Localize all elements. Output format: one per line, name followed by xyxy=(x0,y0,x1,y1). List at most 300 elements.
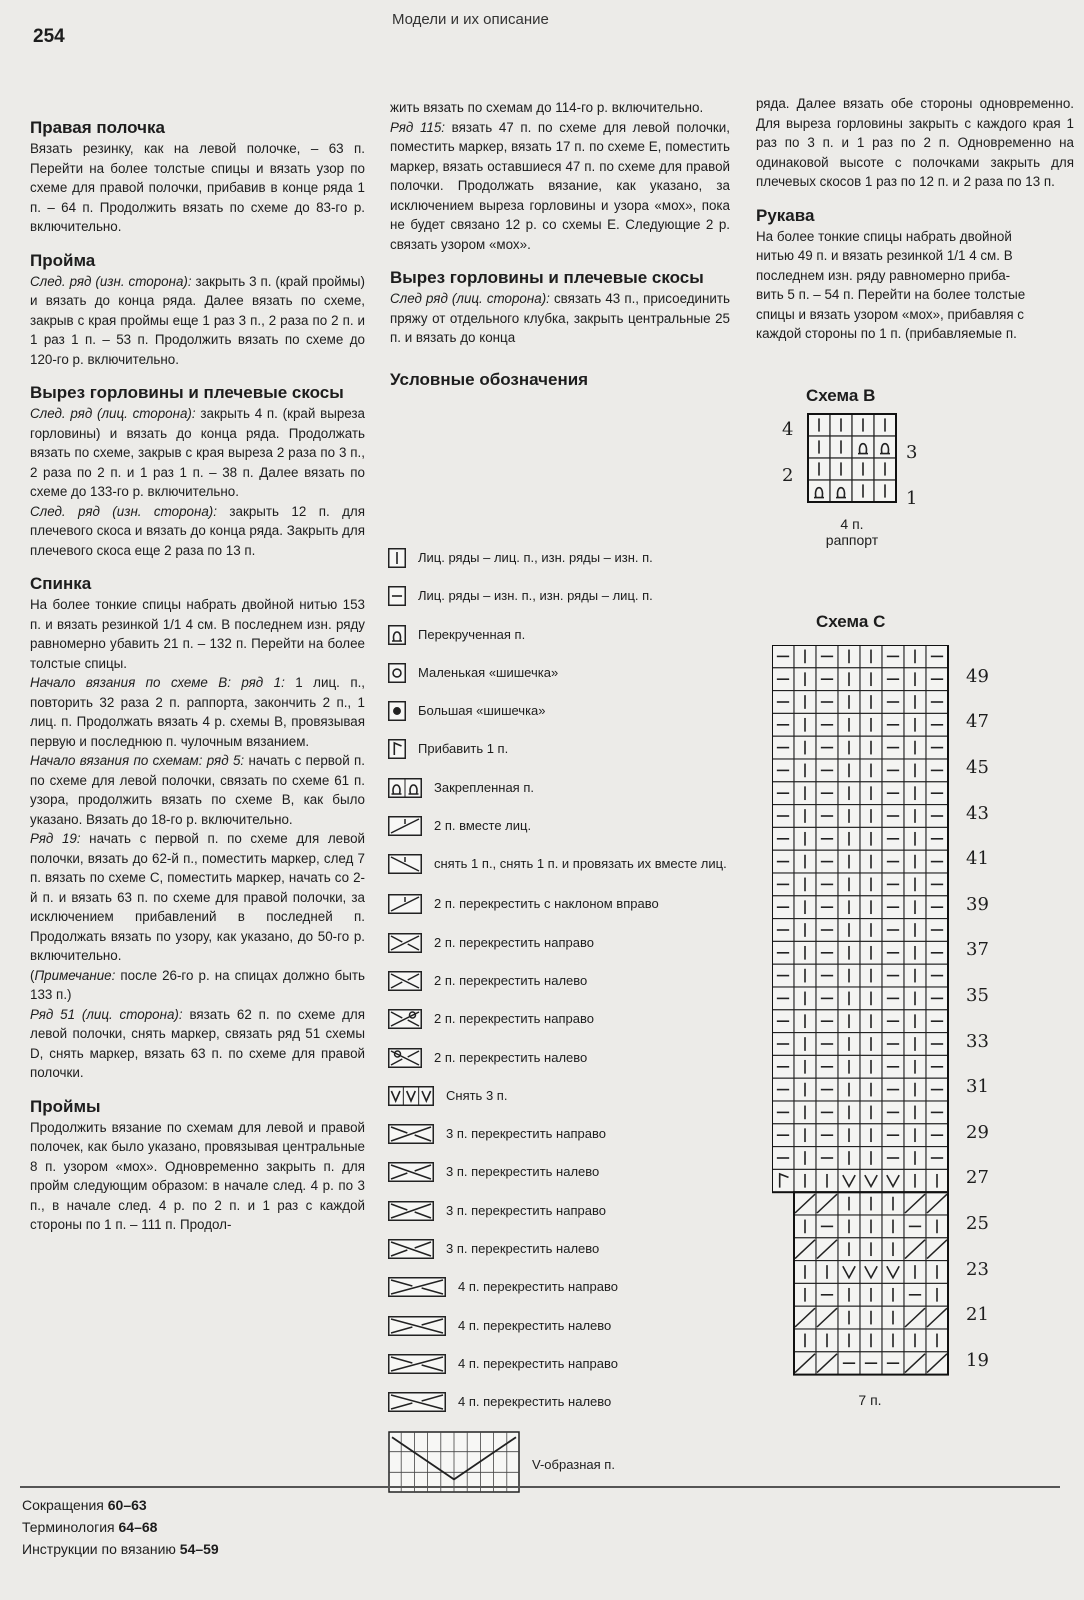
scheme-b-cell xyxy=(808,436,830,458)
scheme-c-cell xyxy=(882,782,904,805)
scheme-c-cell xyxy=(816,1169,838,1192)
scheme-c-cell xyxy=(794,1352,816,1375)
scheme-c-cell xyxy=(904,919,926,942)
scheme-c-cell xyxy=(860,827,882,850)
scheme-c-cell xyxy=(926,691,948,714)
scheme-c-cell xyxy=(926,1101,948,1124)
legend-item xyxy=(388,1201,748,1239)
scheme-c-cell xyxy=(882,1215,904,1238)
scheme-c-cell xyxy=(838,1033,860,1056)
scheme-b-cell xyxy=(874,414,896,436)
running-head: Модели и их описание xyxy=(392,11,549,28)
scheme-c-cell xyxy=(794,713,816,736)
scheme-c-cell xyxy=(926,873,948,896)
scheme-c-cell xyxy=(794,1306,816,1329)
footer-pages: 60–63 xyxy=(107,1497,147,1513)
sleeves-line: последнем изн. ряду равномерно приба- xyxy=(756,267,1011,283)
scheme-c-cell xyxy=(772,827,794,850)
note-text: после 26-го р. на спицах должно быть 133 п.) xyxy=(30,967,365,1002)
scheme-c-cell xyxy=(926,645,948,668)
scheme-c-cell xyxy=(816,1329,838,1352)
scheme-b-chart xyxy=(806,412,898,504)
scheme-c-cell xyxy=(882,941,904,964)
scheme-c-cell xyxy=(882,873,904,896)
legend-label: Снять 3 п. xyxy=(446,1087,508,1103)
scheme-c-cell xyxy=(794,873,816,896)
scheme-b-cell xyxy=(808,480,830,502)
row-label: След ряд (лиц. сторона): xyxy=(390,291,550,306)
scheme-c-cell xyxy=(926,782,948,805)
scheme-c-cell xyxy=(904,1261,926,1284)
small-bobble-icon xyxy=(388,663,406,683)
scheme-c-cell xyxy=(816,941,838,964)
row-label: След. ряд (изн. сторона): xyxy=(30,273,192,289)
scheme-c-cell xyxy=(904,782,926,805)
scheme-c-cell xyxy=(926,1352,948,1375)
legend-label: 4 п. перекрестить налево xyxy=(458,1394,612,1410)
symbol-legend xyxy=(388,548,748,1472)
legend-item xyxy=(388,739,748,777)
scheme-c-cell xyxy=(794,1261,816,1284)
scheme-c-cell xyxy=(904,1169,926,1192)
scheme-c-cell xyxy=(860,1101,882,1124)
back-instructions-3: начать с первой п. по схеме для левой полочки, связать по схеме 61 п. узора, продолжить вязать по схеме B, как было указано. Вязать до 18-го р. включительно. xyxy=(30,753,365,827)
scheme-c-cell xyxy=(794,1283,816,1306)
scheme-b-cell xyxy=(874,458,896,480)
scheme-c-cell xyxy=(838,736,860,759)
scheme-c-cell xyxy=(838,850,860,873)
scheme-c-cell xyxy=(816,1124,838,1147)
scheme-c-cell xyxy=(772,919,794,942)
scheme-c-cell xyxy=(838,941,860,964)
scheme-c-cell xyxy=(860,691,882,714)
footer-pages: 64–68 xyxy=(118,1519,158,1535)
scheme-c-cell xyxy=(904,987,926,1010)
legend-label: 2 п. перекрестить направо xyxy=(434,1011,594,1027)
legend-label: Лиц. ряды – изн. п., изн. ряды – лиц. п. xyxy=(418,588,653,604)
sleeves-line: спицы и вязать узором «мох», прибавляя с xyxy=(756,306,1024,322)
back-neck-heading: Вырез горловины и плечевые скосы xyxy=(390,268,704,287)
legend-item xyxy=(388,894,748,932)
sleeves-line: На более тонкие спицы набрать двойной xyxy=(756,228,1012,244)
legend-item xyxy=(388,1316,748,1354)
scheme-c-cell xyxy=(838,1192,860,1215)
scheme-c-cell xyxy=(860,1147,882,1170)
scheme-c-cell xyxy=(926,1124,948,1147)
scheme-c-row-number: 23 xyxy=(966,1258,989,1280)
scheme-c-cell xyxy=(772,1055,794,1078)
row-label: След. ряд (изн. сторона): xyxy=(30,503,217,519)
scheme-c-cell xyxy=(794,1010,816,1033)
back-instructions-5: вязать 62 п. по схеме для левой полочки, снять маркер, связать ряд 51 схемы D, снять маркер, вязать 63 п. по схеме для правой полочки. xyxy=(30,1006,365,1080)
scheme-c-cell xyxy=(926,1033,948,1056)
scheme-c-cell xyxy=(904,1352,926,1375)
neck-shoulder-heading: Вырез горловины и плечевые скосы xyxy=(30,383,344,402)
scheme-c-cell xyxy=(794,941,816,964)
scheme-c-cell xyxy=(926,941,948,964)
back-note xyxy=(30,966,365,1005)
scheme-c-cell xyxy=(838,782,860,805)
legend-item xyxy=(388,1048,748,1086)
row115-text xyxy=(390,118,730,255)
increase-icon xyxy=(388,739,406,759)
scheme-c-cell xyxy=(882,1238,904,1261)
scheme-c-cell xyxy=(860,941,882,964)
scheme-c-cell xyxy=(794,782,816,805)
scheme-c-cell xyxy=(860,645,882,668)
scheme-c-cell xyxy=(838,1329,860,1352)
legend-item xyxy=(388,1354,748,1392)
scheme-c-cell xyxy=(860,668,882,691)
armholes-text: Продолжить вязание по схемам для левой и правой полочек, как было указано, провязывая центральные 8 п. узором «мох». Одновременно закрыть п. для пройм следующим образом: в начале след. 4 р. по 3 п., в начале след. 4 р. по 2 п. и 1 раз с каждой стороны по 1 п. – 111 п. Продол- xyxy=(30,1119,365,1232)
back-text-2 xyxy=(30,673,365,751)
scheme-c-cell xyxy=(860,1192,882,1215)
legend-label: 4 п. перекрестить направо xyxy=(458,1355,618,1371)
legend-item xyxy=(388,1392,748,1430)
scheme-c-row-number: 29 xyxy=(966,1121,989,1143)
scheme-c-cell xyxy=(794,1055,816,1078)
scheme-c-cell xyxy=(904,1078,926,1101)
scheme-c-cell xyxy=(882,1055,904,1078)
scheme-c-cell xyxy=(860,1306,882,1329)
scheme-c-cell xyxy=(816,1010,838,1033)
cross-3-left-alt-icon xyxy=(388,1239,434,1259)
scheme-c-cell xyxy=(926,1261,948,1284)
legend-item xyxy=(388,1009,748,1047)
legend-label: 2 п. перекрестить с наклоном вправо xyxy=(434,896,659,912)
scheme-c-cell xyxy=(838,1352,860,1375)
scheme-c-cell xyxy=(860,964,882,987)
scheme-c-cell xyxy=(860,987,882,1010)
knit-stitch-icon xyxy=(388,548,406,568)
scheme-b-cell xyxy=(830,414,852,436)
scheme-c-cell xyxy=(838,1215,860,1238)
continued-text: жить вязать по схемам до 114-го р. включительно. xyxy=(390,100,704,115)
scheme-c-row-number: 21 xyxy=(966,1304,989,1326)
scheme-c-cell xyxy=(772,987,794,1010)
scheme-c-cell xyxy=(882,759,904,782)
cross-2-right-twisted-icon xyxy=(388,1009,422,1029)
scheme-c-cell xyxy=(816,1261,838,1284)
scheme-b-cell xyxy=(874,480,896,502)
scheme-c-cell xyxy=(860,1055,882,1078)
footer-rule xyxy=(20,1486,1060,1488)
scheme-c-cell xyxy=(816,1283,838,1306)
scheme-c-cell xyxy=(860,759,882,782)
scheme-c-cell xyxy=(926,964,948,987)
scheme-c-cell xyxy=(882,827,904,850)
scheme-b-stitch-count: 4 п. xyxy=(840,516,864,532)
scheme-c-cell xyxy=(926,896,948,919)
sleeves-line: нитью 49 п. и вязать резинкой 1/1 4 см. В xyxy=(756,248,1013,263)
sleeves-text xyxy=(756,227,1078,344)
scheme-c-cell xyxy=(794,691,816,714)
scheme-c-cell xyxy=(794,668,816,691)
legend-label: 2 п. перекрестить налево xyxy=(434,972,588,988)
scheme-c-cell xyxy=(838,873,860,896)
scheme-c-cell xyxy=(838,668,860,691)
scheme-c-cell xyxy=(816,1147,838,1170)
legend-label: 3 п. перекрестить направо xyxy=(446,1126,606,1142)
scheme-b-cell xyxy=(852,480,874,502)
legend-label: 3 п. перекрестить налево xyxy=(446,1164,600,1180)
scheme-b-cell xyxy=(830,436,852,458)
scheme-c-cell xyxy=(816,919,838,942)
scheme-c-cell xyxy=(794,759,816,782)
scheme-c-cell xyxy=(838,759,860,782)
scheme-c-cell xyxy=(838,1306,860,1329)
scheme-c-cell xyxy=(816,713,838,736)
purl-stitch-icon xyxy=(388,586,406,606)
scheme-c-cell xyxy=(926,827,948,850)
scheme-c-chart xyxy=(772,645,960,1385)
scheme-c-cell xyxy=(904,1010,926,1033)
cross-4-right-icon xyxy=(388,1277,446,1297)
scheme-c-cell xyxy=(816,1055,838,1078)
scheme-c-cell xyxy=(904,805,926,828)
neck-instructions-2: закрыть 12 п. для плечевого скоса и вязать до конца ряда. Закрыть для плечевого скоса еще 2 раза по 13 п. xyxy=(30,503,365,558)
legend-label: Перекрученная п. xyxy=(418,626,526,642)
ssk-icon xyxy=(388,854,422,874)
scheme-c-cell xyxy=(926,919,948,942)
slip-3-icon xyxy=(388,1086,434,1106)
scheme-c-cell xyxy=(926,1306,948,1329)
scheme-c-cell xyxy=(882,1147,904,1170)
legend-item xyxy=(388,778,748,816)
scheme-c-cell xyxy=(904,1329,926,1352)
scheme-c-cell xyxy=(926,805,948,828)
scheme-c-cell xyxy=(838,919,860,942)
scheme-c-cell xyxy=(882,645,904,668)
legend-label: 2 п. перекрестить налево xyxy=(434,1049,588,1065)
legend-label: 2 п. вместе лиц. xyxy=(434,818,532,834)
legend-label: V-образная п. xyxy=(532,1456,615,1472)
right-front-heading: Правая полочка xyxy=(30,118,165,137)
legend-item xyxy=(388,1277,748,1315)
column-middle xyxy=(390,98,730,413)
scheme-c-cell xyxy=(816,964,838,987)
scheme-c-cell xyxy=(838,1283,860,1306)
scheme-c-cell xyxy=(794,645,816,668)
scheme-c-cell xyxy=(882,1010,904,1033)
scheme-c-cell xyxy=(772,645,794,668)
scheme-c-cell xyxy=(860,805,882,828)
scheme-c-cell xyxy=(882,805,904,828)
scheme-c-cell xyxy=(816,1101,838,1124)
scheme-c-cell xyxy=(838,691,860,714)
scheme-c-row-number: 47 xyxy=(966,711,989,733)
scheme-c-cell xyxy=(926,987,948,1010)
scheme-c-cell xyxy=(860,1329,882,1352)
scheme-c-cell xyxy=(772,1033,794,1056)
scheme-b-caption xyxy=(806,516,898,548)
scheme-c-cell xyxy=(882,1101,904,1124)
scheme-c-cell xyxy=(882,736,904,759)
scheme-c-cell xyxy=(794,1169,816,1192)
scheme-b-cell xyxy=(808,414,830,436)
scheme-c-cell xyxy=(926,1215,948,1238)
scheme-c-caption: 7 п. xyxy=(858,1392,882,1408)
scheme-c-cell xyxy=(904,759,926,782)
armholes-heading: Проймы xyxy=(30,1096,101,1116)
scheme-c-cell xyxy=(904,1192,926,1215)
scheme-c-cell xyxy=(816,1215,838,1238)
scheme-c-cell xyxy=(882,1033,904,1056)
legend-item xyxy=(388,1162,748,1200)
scheme-b-cell xyxy=(830,458,852,480)
scheme-c-cell xyxy=(882,1329,904,1352)
scheme-c-cell xyxy=(882,987,904,1010)
scheme-c-cell xyxy=(772,782,794,805)
legend-label: 3 п. перекрестить налево xyxy=(446,1241,600,1257)
scheme-b-cell xyxy=(874,436,896,458)
scheme-c-cell xyxy=(904,645,926,668)
scheme-c-cell xyxy=(794,1124,816,1147)
scheme-c-row-number: 31 xyxy=(966,1076,989,1098)
legend-item xyxy=(388,933,748,971)
scheme-c-cell xyxy=(904,668,926,691)
scheme-c-cell xyxy=(904,691,926,714)
scheme-c-cell xyxy=(860,1261,882,1284)
k2tog-icon xyxy=(388,816,422,836)
scheme-b-row-2: 2 xyxy=(782,465,794,486)
legend-item xyxy=(388,1124,748,1162)
footer-pages: 54–59 xyxy=(179,1541,219,1557)
scheme-c-cell xyxy=(838,896,860,919)
scheme-c-cell xyxy=(882,919,904,942)
cross-4-right-alt-icon xyxy=(388,1354,446,1374)
scheme-c-cell xyxy=(860,1169,882,1192)
scheme-c-cell xyxy=(794,805,816,828)
scheme-c-cell xyxy=(772,1101,794,1124)
large-bobble-icon xyxy=(388,701,406,721)
scheme-c-cell xyxy=(904,896,926,919)
column-left xyxy=(30,118,365,1235)
legend-item xyxy=(388,1239,748,1277)
scheme-c-cell xyxy=(860,919,882,942)
scheme-c-cell xyxy=(772,896,794,919)
armhole-instructions: закрыть 3 п. (край проймы) и вязать до конца ряда. Далее вязать по схеме, закрыв с края проймы еще 1 раз 3 п., 2 раза по 2 п. и 1 раз 1 п. – 53 п. Продолжить вязать по схеме до 120-го р. включительно. xyxy=(30,273,365,367)
scheme-c-cell xyxy=(794,1192,816,1215)
scheme-b-row-4: 4 xyxy=(782,419,794,440)
scheme-c-cell xyxy=(904,827,926,850)
scheme-c-cell xyxy=(860,1033,882,1056)
scheme-c-cell xyxy=(860,782,882,805)
scheme-c-cell xyxy=(838,827,860,850)
scheme-c-cell xyxy=(926,1283,948,1306)
legend-item xyxy=(388,1086,748,1124)
sleeves-line: вить 5 п. – 54 п. Перейти на более толстые xyxy=(756,287,1026,302)
scheme-c-cell xyxy=(926,1078,948,1101)
back-continued-text: ряда. Далее вязать обе стороны одновременно. Для выреза горловины закрыть с каждого края 1 раз по 3 п. и 1 раз по 2 п. Одновременно на одинаковой высоте с полочками закрыть для плечевых скосов 1 раз по 12 п. и 2 раза по 13 п. xyxy=(756,96,1074,189)
scheme-c-cell xyxy=(926,736,948,759)
scheme-c-cell xyxy=(860,1078,882,1101)
scheme-c-row-number: 45 xyxy=(966,757,989,778)
back-neck-text xyxy=(390,289,730,348)
scheme-c-cell xyxy=(816,1033,838,1056)
back-instructions-2: 1 лиц. п., повторить 32 раза 2 п. раппорта, закончить 2 п., 1 лиц. п. Продолжать вязать 4 р. схемы B, провязывая первую и последнюю п. чулочным вязанием. xyxy=(30,675,366,749)
scheme-b-cell xyxy=(852,436,874,458)
legend-heading: Условные обозначения xyxy=(390,369,589,389)
footer-instructions xyxy=(22,1538,219,1560)
scheme-c-cell xyxy=(904,713,926,736)
scheme-c-cell xyxy=(816,827,838,850)
back-text-1: На более тонкие спицы набрать двойной нитью 153 п. и вязать резинкой 1/1 4 см. В последнем изн. ряду равномерно убавить 21 п. – 132 п. Перейти на более толстые спицы. xyxy=(30,597,365,671)
back-text-5 xyxy=(30,1005,365,1083)
scheme-c-cell xyxy=(794,1147,816,1170)
scheme-c-cell xyxy=(904,1215,926,1238)
scheme-c-cell xyxy=(772,1147,794,1170)
scheme-c-row-number: 43 xyxy=(966,802,989,824)
scheme-c-cell xyxy=(772,1078,794,1101)
scheme-c-cell xyxy=(838,964,860,987)
scheme-b-cell xyxy=(808,458,830,480)
sleeves-line: каждой стороны по 1 п. (прибавляемые п. xyxy=(756,326,1017,341)
cross-4-left-icon xyxy=(388,1316,446,1336)
scheme-c-row-number: 49 xyxy=(966,665,989,687)
armhole-heading: Пройма xyxy=(30,250,96,270)
scheme-c-cell xyxy=(816,896,838,919)
scheme-c-cell xyxy=(838,805,860,828)
scheme-c-cell xyxy=(816,668,838,691)
anchored-stitch-icon xyxy=(388,778,422,798)
scheme-c-cell xyxy=(926,668,948,691)
scheme-c-cell xyxy=(772,941,794,964)
legend-item xyxy=(388,701,748,739)
legend-item xyxy=(388,971,748,1009)
scheme-b-cell xyxy=(852,458,874,480)
row-label: Ряд 115: xyxy=(390,119,446,135)
scheme-c-cell xyxy=(926,1169,948,1192)
scheme-c-cell xyxy=(882,964,904,987)
neck-text-1 xyxy=(30,404,365,502)
scheme-c-cell xyxy=(816,1352,838,1375)
cross-2-left-twisted-icon xyxy=(388,1048,422,1068)
scheme-c-cell xyxy=(904,1283,926,1306)
note-paren: ( xyxy=(30,967,35,983)
v-stitch-grid-icon xyxy=(388,1431,520,1493)
scheme-c-cell xyxy=(772,713,794,736)
scheme-c-cell xyxy=(794,896,816,919)
note-label: Примечание: xyxy=(34,967,116,983)
legend-label: Прибавить 1 п. xyxy=(418,741,509,757)
scheme-c-cell xyxy=(904,1147,926,1170)
scheme-c-cell xyxy=(838,1124,860,1147)
scheme-c-cell xyxy=(794,987,816,1010)
scheme-c-cell xyxy=(860,896,882,919)
scheme-c-cell xyxy=(816,782,838,805)
scheme-c-row-number: 27 xyxy=(966,1167,989,1189)
sleeves-heading: Рукава xyxy=(756,205,815,225)
scheme-c-cell xyxy=(882,1352,904,1375)
scheme-c-cell xyxy=(926,1192,948,1215)
cross-4-left-alt-icon xyxy=(388,1392,446,1412)
scheme-b-title: Схема B xyxy=(806,386,876,405)
back-neck-instructions: связать 43 п., присоединить пряжу от отдельного клубка, закрыть центральные 25 п. и вязать до конца xyxy=(390,291,731,345)
scheme-c-cell xyxy=(772,850,794,873)
legend-item xyxy=(388,625,748,663)
scheme-c-cell xyxy=(772,759,794,782)
scheme-c-cell xyxy=(816,691,838,714)
scheme-c-cell xyxy=(926,1055,948,1078)
scheme-c-cell xyxy=(838,1078,860,1101)
scheme-c-cell xyxy=(904,941,926,964)
legend-label: Большая «шишечка» xyxy=(418,703,546,719)
scheme-c-cell xyxy=(926,713,948,736)
scheme-c-cell xyxy=(816,736,838,759)
legend-label: Закрепленная п. xyxy=(434,779,534,795)
scheme-c-cell xyxy=(838,645,860,668)
